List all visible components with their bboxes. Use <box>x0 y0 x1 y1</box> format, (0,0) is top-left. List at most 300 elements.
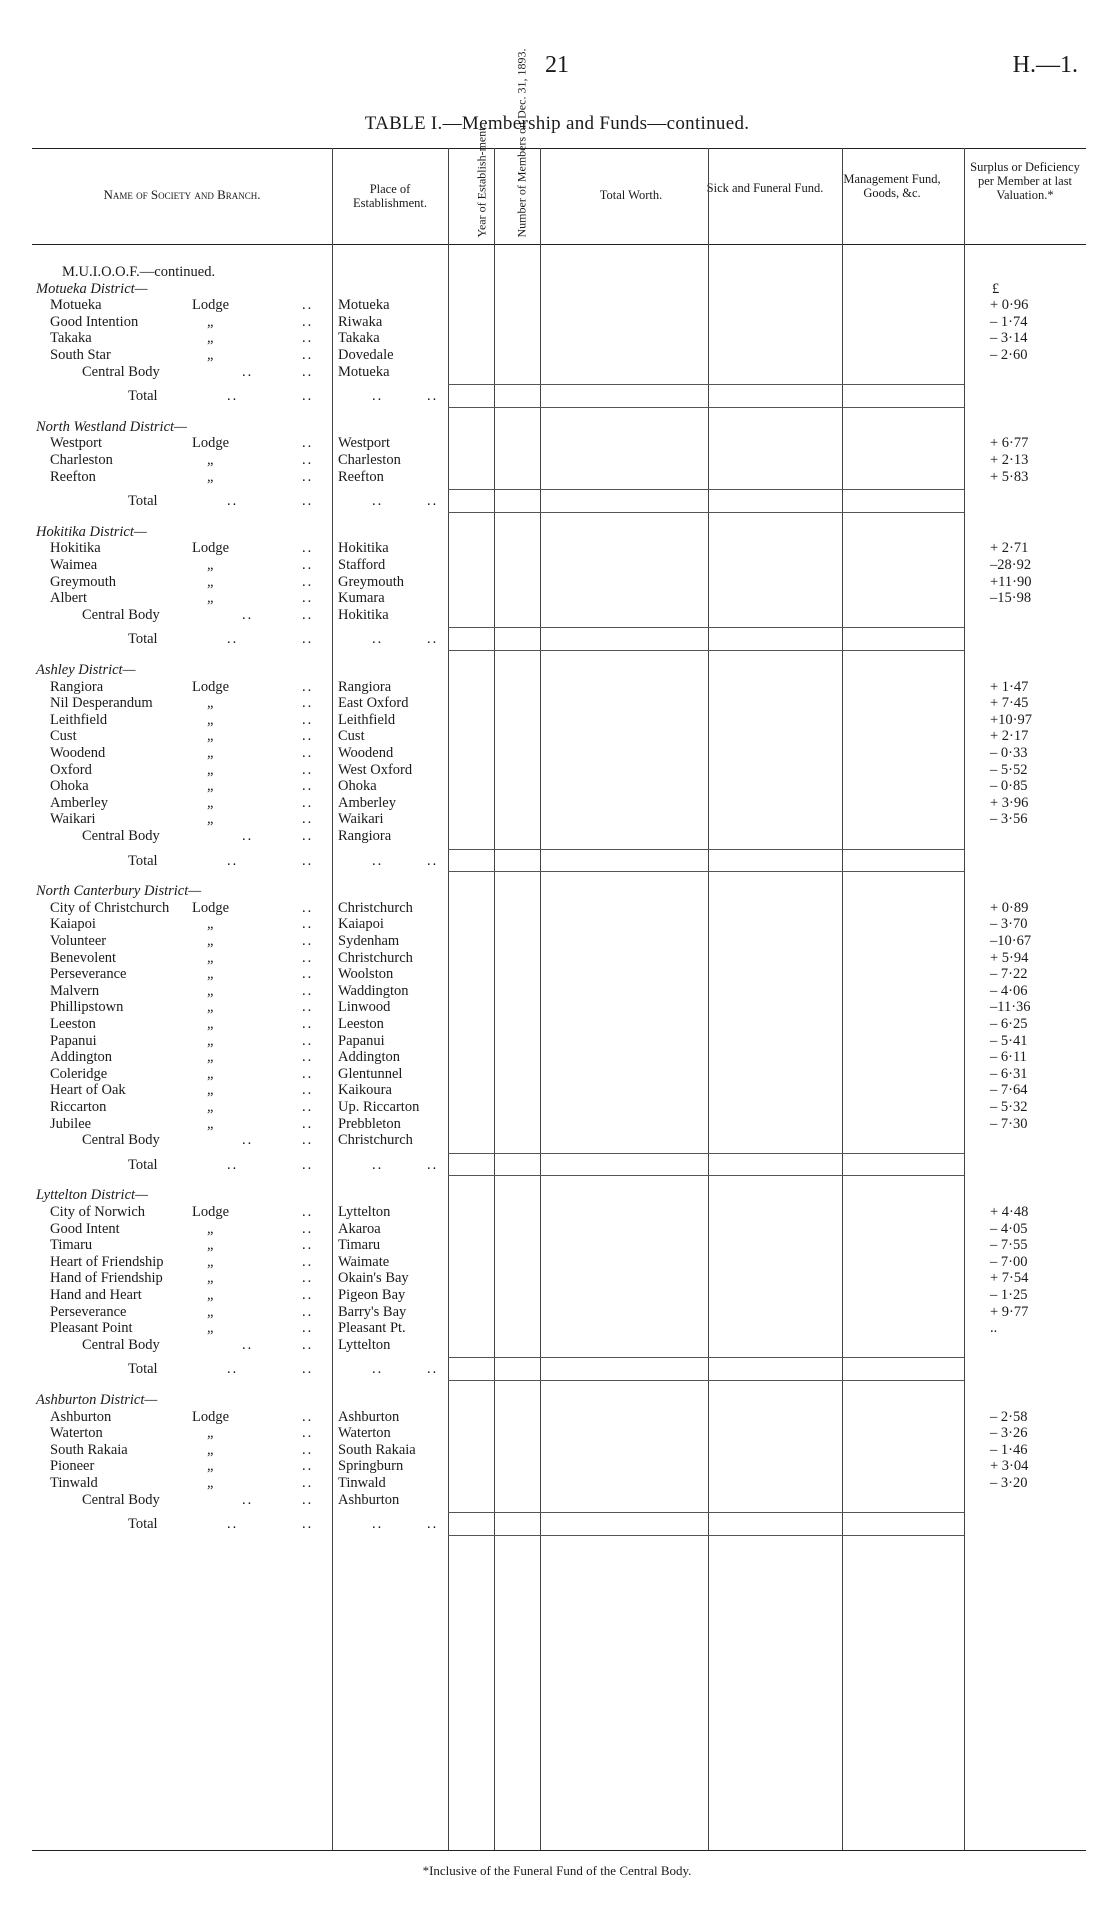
branch-suffix: „ <box>207 1016 214 1032</box>
surplus-deficiency: – 7·30 <box>990 1115 1028 1132</box>
leader-dots: .. <box>302 1408 314 1425</box>
place-of-establishment: Tinwald <box>338 1475 386 1491</box>
branch-name: Papanui <box>50 1032 97 1049</box>
total-rule <box>448 1153 964 1154</box>
branch-suffix: „ <box>207 1253 214 1270</box>
district-name: Ashley District— <box>36 662 136 678</box>
branch-suffix: „ <box>207 1320 214 1337</box>
branch-suffix: „ <box>207 468 214 485</box>
place-of-establishment: Waikari <box>338 811 384 828</box>
branch-name: Takaka <box>50 330 92 347</box>
leader-dots: .. <box>302 1336 314 1353</box>
place-of-establishment: Kumara <box>338 590 385 607</box>
total-rule <box>448 384 964 385</box>
branch-name: South Star <box>50 347 111 363</box>
total-label: Total <box>128 1516 158 1533</box>
surplus-deficiency: – 1·25 <box>990 1287 1028 1303</box>
place-of-establishment: Akaroa <box>338 1220 381 1237</box>
surplus-deficiency: –15·98 <box>990 590 1032 607</box>
branch-suffix: „ <box>207 794 214 811</box>
surplus-deficiency: + 5·94 <box>990 949 1029 966</box>
branch-suffix: Lodge <box>192 297 230 314</box>
leader-dots: .. <box>302 1204 314 1220</box>
place-of-establishment: Woolston <box>338 966 394 983</box>
leader-dots: .. <box>302 828 314 844</box>
place-of-establishment: Christchurch <box>338 899 413 916</box>
place-of-establishment: Papanui <box>338 1032 385 1049</box>
leader-dots: .. <box>302 1303 314 1320</box>
leader-dots: .. <box>227 631 239 648</box>
surplus-deficiency: – 5·32 <box>990 1099 1028 1115</box>
place-of-establishment: Timaru <box>338 1237 381 1254</box>
branch-suffix: „ <box>207 1303 214 1320</box>
leader-dots: .. <box>372 852 384 869</box>
branch-name: Perseverance <box>50 1303 127 1320</box>
surplus-deficiency: – 6·11 <box>990 1049 1027 1066</box>
place-of-establishment: Leeston <box>338 1016 384 1032</box>
branch-name: Malvern <box>50 982 100 999</box>
surplus-deficiency: – 1·46 <box>990 1441 1028 1458</box>
surplus-deficiency: – 7·00 <box>990 1253 1028 1270</box>
leader-dots: .. <box>242 828 254 844</box>
place-of-establishment: Ashburton <box>338 1491 400 1508</box>
leader-dots: .. <box>302 435 314 452</box>
branch-suffix: „ <box>207 745 214 761</box>
surplus-deficiency: –10·67 <box>990 933 1032 949</box>
branch-name: City of Norwich <box>50 1204 146 1220</box>
branch-suffix: „ <box>207 347 214 363</box>
surplus-deficiency: – 3·14 <box>990 330 1028 347</box>
branch-suffix: „ <box>207 313 214 330</box>
place-of-establishment: Waterton <box>338 1425 391 1442</box>
branch-name: Ohoka <box>50 778 89 795</box>
leader-dots: .. <box>227 493 239 510</box>
surplus-deficiency: + 5·83 <box>990 468 1029 485</box>
leader-dots: .. <box>302 297 314 314</box>
leader-dots: .. <box>372 388 384 405</box>
branch-name: Tinwald <box>50 1475 98 1491</box>
leader-dots: .. <box>302 1220 314 1237</box>
surplus-deficiency: – 3·70 <box>990 916 1028 933</box>
place-of-establishment: South Rakaia <box>338 1441 416 1458</box>
branch-suffix: „ <box>207 1425 214 1442</box>
place-of-establishment: Linwood <box>338 999 391 1016</box>
leader-dots: .. <box>302 1475 314 1491</box>
surplus-deficiency: – 1·74 <box>990 313 1028 330</box>
branch-suffix: „ <box>207 728 214 745</box>
surplus-deficiency: + 4·48 <box>990 1204 1029 1220</box>
branch-name: Central Body <box>82 1132 160 1149</box>
total-rule <box>448 512 964 513</box>
branch-name: Good Intention <box>50 313 139 330</box>
surplus-deficiency: + 7·54 <box>990 1270 1029 1287</box>
branch-name: Hand and Heart <box>50 1287 142 1303</box>
leader-dots: .. <box>227 852 239 869</box>
leader-dots: .. <box>302 711 314 728</box>
leader-dots: .. <box>302 745 314 761</box>
branch-name: City of Christchurch <box>50 899 170 916</box>
branch-suffix: „ <box>207 1099 214 1115</box>
leader-dots: .. <box>302 347 314 363</box>
leader-dots: .. <box>302 573 314 590</box>
leader-dots: .. <box>302 899 314 916</box>
surplus-deficiency: – 7·55 <box>990 1237 1028 1254</box>
branch-name: Heart of Oak <box>50 1082 126 1099</box>
leader-dots: .. <box>302 1032 314 1049</box>
branch-suffix: „ <box>207 1220 214 1237</box>
leader-dots: .. <box>302 728 314 745</box>
leader-dots: .. <box>302 678 314 695</box>
place-of-establishment: Christchurch <box>338 1132 413 1149</box>
leader-dots: .. <box>302 852 314 869</box>
place-of-establishment: Hokitika <box>338 540 389 557</box>
branch-name: Waimea <box>50 557 98 573</box>
header-sick-funeral: Sick and Funeral Fund. <box>706 181 824 195</box>
place-of-establishment: Cust <box>338 728 365 745</box>
total-rule <box>448 1535 964 1536</box>
surplus-deficiency: + 3·04 <box>990 1458 1029 1475</box>
total-rule <box>448 1380 964 1381</box>
branch-suffix: „ <box>207 1065 214 1082</box>
leader-dots: .. <box>427 631 439 648</box>
surplus-deficiency: + 2·13 <box>990 452 1029 468</box>
branch-suffix: „ <box>207 330 214 347</box>
leader-dots: .. <box>302 695 314 712</box>
leader-dots: .. <box>227 1361 239 1378</box>
surplus-deficiency: – 2·60 <box>990 347 1028 363</box>
leader-dots: .. <box>302 1049 314 1066</box>
surplus-deficiency: – 7·22 <box>990 966 1028 983</box>
branch-name: Motueka <box>50 297 102 314</box>
leader-dots: .. <box>302 330 314 347</box>
branch-name: Coleridge <box>50 1065 108 1082</box>
leader-dots: .. <box>227 1516 239 1533</box>
branch-suffix: Lodge <box>192 1204 230 1220</box>
place-of-establishment: Riwaka <box>338 313 383 330</box>
leader-dots: .. <box>302 794 314 811</box>
place-of-establishment: Lyttelton <box>338 1336 391 1353</box>
currency-pound: £ <box>992 280 1000 297</box>
branch-suffix: Lodge <box>192 678 230 695</box>
branch-name: Rangiora <box>50 678 104 695</box>
leader-dots: .. <box>302 363 314 380</box>
place-of-establishment: Okain's Bay <box>338 1270 409 1287</box>
district-name: Ashburton District— <box>36 1392 158 1408</box>
place-of-establishment: Waddington <box>338 982 409 999</box>
header-year: Year of Establish-ment. <box>474 124 489 238</box>
surplus-deficiency: – 6·25 <box>990 1016 1028 1032</box>
surplus-deficiency: –28·92 <box>990 557 1032 573</box>
branch-name: Nil Desperandum <box>50 695 153 712</box>
branch-suffix: Lodge <box>192 899 230 916</box>
surplus-deficiency: – 4·06 <box>990 982 1028 999</box>
leader-dots: .. <box>302 1516 314 1533</box>
branch-name: Waterton <box>50 1425 103 1442</box>
leader-dots: .. <box>427 1156 439 1173</box>
surplus-deficiency: + 6·77 <box>990 435 1029 452</box>
leader-dots: .. <box>302 1065 314 1082</box>
leader-dots: .. <box>427 852 439 869</box>
total-label: Total <box>128 631 158 648</box>
total-rule <box>448 871 964 872</box>
place-of-establishment: Lyttelton <box>338 1204 391 1220</box>
surplus-deficiency: .. <box>990 1320 998 1337</box>
leader-dots: .. <box>242 363 254 380</box>
leader-dots: .. <box>302 1441 314 1458</box>
branch-suffix: Lodge <box>192 435 230 452</box>
leader-dots: .. <box>227 388 239 405</box>
leader-dots: .. <box>302 1099 314 1115</box>
branch-name: Heart of Friendship <box>50 1253 164 1270</box>
branch-suffix: „ <box>207 933 214 949</box>
place-of-establishment: Prebbleton <box>338 1115 401 1132</box>
leader-dots: .. <box>302 933 314 949</box>
place-of-establishment: West Oxford <box>338 761 413 778</box>
branch-name: Oxford <box>50 761 92 778</box>
total-label: Total <box>128 493 158 510</box>
surplus-deficiency: + 3·96 <box>990 794 1029 811</box>
leader-dots: .. <box>302 778 314 795</box>
surplus-deficiency: + 0·96 <box>990 297 1029 314</box>
leader-dots: .. <box>372 1516 384 1533</box>
branch-name: Riccarton <box>50 1099 107 1115</box>
surplus-deficiency: + 2·17 <box>990 728 1029 745</box>
leader-dots: .. <box>302 1320 314 1337</box>
place-of-establishment: Amberley <box>338 794 396 811</box>
leader-dots: .. <box>302 1458 314 1475</box>
total-rule <box>448 849 964 850</box>
leader-dots: .. <box>302 1115 314 1132</box>
leader-dots: .. <box>302 811 314 828</box>
branch-name: Leithfield <box>50 711 108 728</box>
branch-suffix: Lodge <box>192 540 230 557</box>
place-of-establishment: Charleston <box>338 452 401 468</box>
branch-name: Reefton <box>50 468 96 485</box>
leader-dots: .. <box>427 493 439 510</box>
place-of-establishment: Barry's Bay <box>338 1303 407 1320</box>
branch-suffix: „ <box>207 811 214 828</box>
surplus-deficiency: + 1·47 <box>990 678 1029 695</box>
branch-suffix: „ <box>207 452 214 468</box>
surplus-deficiency: – 2·58 <box>990 1408 1028 1425</box>
leader-dots: .. <box>302 1016 314 1032</box>
district-name: Hokitika District— <box>36 523 147 540</box>
place-of-establishment: Waimate <box>338 1253 390 1270</box>
branch-name: Benevolent <box>50 949 117 966</box>
total-rule <box>448 489 964 490</box>
branch-suffix: „ <box>207 1270 214 1287</box>
leader-dots: .. <box>302 606 314 623</box>
branch-name: Westport <box>50 435 102 452</box>
branch-suffix: „ <box>207 778 214 795</box>
branch-suffix: „ <box>207 1287 214 1303</box>
leader-dots: .. <box>242 1336 254 1353</box>
branch-suffix: „ <box>207 1049 214 1066</box>
surplus-deficiency: +10·97 <box>990 711 1033 728</box>
society-title-text: M.U.I.O.O.F.—continued. <box>62 264 216 280</box>
branch-name: Charleston <box>50 452 113 468</box>
branch-suffix: „ <box>207 999 214 1016</box>
branch-name: Greymouth <box>50 573 117 590</box>
branch-suffix: „ <box>207 1115 214 1132</box>
district-name: North Westland District— <box>36 418 187 435</box>
branch-name: Pioneer <box>50 1458 95 1475</box>
surplus-deficiency: – 3·26 <box>990 1425 1028 1442</box>
total-rule <box>448 1175 964 1176</box>
branch-name: Waikari <box>50 811 96 828</box>
branch-suffix: „ <box>207 916 214 933</box>
leader-dots: .. <box>302 1270 314 1287</box>
leader-dots: .. <box>302 631 314 648</box>
leader-dots: .. <box>427 1361 439 1378</box>
branch-suffix: „ <box>207 1032 214 1049</box>
branch-name: Leeston <box>50 1016 96 1032</box>
leader-dots: .. <box>302 540 314 557</box>
leader-dots: .. <box>302 966 314 983</box>
leader-dots: .. <box>302 916 314 933</box>
leader-dots: .. <box>372 631 384 648</box>
header-name: Name of Society and Branch. <box>103 187 261 202</box>
branch-name: Perseverance <box>50 966 127 983</box>
place-of-establishment: Rangiora <box>338 828 392 844</box>
branch-name: Phillipstown <box>50 999 124 1016</box>
district-name: Lyttelton District— <box>36 1187 148 1204</box>
header-place: Place of Establishment. <box>353 182 427 210</box>
leader-dots: .. <box>302 1237 314 1254</box>
leader-dots: .. <box>302 452 314 468</box>
place-of-establishment: Reefton <box>338 468 384 485</box>
branch-suffix: „ <box>207 1458 214 1475</box>
total-rule <box>448 1512 964 1513</box>
surplus-deficiency: + 0·89 <box>990 899 1029 916</box>
leader-dots: .. <box>427 1516 439 1533</box>
page-number: 21 <box>545 52 569 78</box>
branch-name: Good Intent <box>50 1220 120 1237</box>
leader-dots: .. <box>302 1082 314 1099</box>
branch-name: Central Body <box>82 828 160 844</box>
branch-suffix: „ <box>207 573 214 590</box>
branch-name: Ashburton <box>50 1408 112 1425</box>
branch-name: Central Body <box>82 1491 160 1508</box>
branch-name: Central Body <box>82 1336 160 1353</box>
branch-name: Hand of Friendship <box>50 1270 163 1287</box>
place-of-establishment: Hokitika <box>338 606 389 623</box>
branch-name: Addington <box>50 1049 113 1066</box>
total-rule <box>448 627 964 628</box>
place-of-establishment: Glentunnel <box>338 1065 403 1082</box>
leader-dots: .. <box>242 606 254 623</box>
leader-dots: .. <box>302 1156 314 1173</box>
leader-dots: .. <box>302 1361 314 1378</box>
place-of-establishment: Kaiapoi <box>338 916 384 933</box>
total-rule <box>448 407 964 408</box>
place-of-establishment: Kaikoura <box>338 1082 392 1099</box>
branch-name: Kaiapoi <box>50 916 96 933</box>
branch-name: Amberley <box>50 794 108 811</box>
branch-name: Pleasant Point <box>50 1320 133 1337</box>
leader-dots: .. <box>242 1132 254 1149</box>
place-of-establishment: Pigeon Bay <box>338 1287 406 1303</box>
branch-name: Albert <box>50 590 88 607</box>
leader-dots: .. <box>302 493 314 510</box>
branch-name: Central Body <box>82 606 160 623</box>
surplus-deficiency: – 5·41 <box>990 1032 1028 1049</box>
leader-dots: .. <box>302 949 314 966</box>
branch-name: South Rakaia <box>50 1441 128 1458</box>
place-of-establishment: Pleasant Pt. <box>338 1320 406 1337</box>
branch-suffix: „ <box>207 1441 214 1458</box>
branch-suffix: „ <box>207 1475 214 1491</box>
branch-name: Cust <box>50 728 77 745</box>
leader-dots: .. <box>302 388 314 405</box>
total-rule <box>448 650 964 651</box>
leader-dots: .. <box>302 1491 314 1508</box>
total-label: Total <box>128 388 158 405</box>
branch-suffix: „ <box>207 1237 214 1254</box>
branch-suffix: „ <box>207 1082 214 1099</box>
leader-dots: .. <box>302 1425 314 1442</box>
surplus-deficiency: – 3·20 <box>990 1475 1028 1491</box>
leader-dots: .. <box>302 590 314 607</box>
place-of-establishment: Woodend <box>338 745 394 761</box>
place-of-establishment: Dovedale <box>338 347 394 363</box>
header-surplus: Surplus or Deficiency per Member at last Valuation.* <box>970 160 1080 202</box>
place-of-establishment: Leithfield <box>338 711 396 728</box>
place-of-establishment: Ashburton <box>338 1408 400 1425</box>
place-of-establishment: Rangiora <box>338 678 392 695</box>
branch-suffix: „ <box>207 982 214 999</box>
surplus-deficiency: + 9·77 <box>990 1303 1029 1320</box>
leader-dots: .. <box>372 1361 384 1378</box>
total-rule <box>448 1357 964 1358</box>
branch-name: Woodend <box>50 745 106 761</box>
place-of-establishment: Greymouth <box>338 573 405 590</box>
branch-suffix: „ <box>207 557 214 573</box>
place-of-establishment: Sydenham <box>338 933 400 949</box>
surplus-deficiency: – 0·33 <box>990 745 1028 761</box>
leader-dots: .. <box>302 1287 314 1303</box>
branch-name: Central Body <box>82 363 160 380</box>
leader-dots: .. <box>302 999 314 1016</box>
branch-suffix: Lodge <box>192 1408 230 1425</box>
total-label: Total <box>128 1361 158 1378</box>
leader-dots: .. <box>302 557 314 573</box>
leader-dots: .. <box>302 761 314 778</box>
place-of-establishment: Stafford <box>338 557 386 573</box>
table-title: TABLE I.—Membership and Funds—continued. <box>364 113 750 134</box>
page-code: H.—1. <box>1012 52 1078 78</box>
place-of-establishment: Christchurch <box>338 949 413 966</box>
leader-dots: .. <box>302 468 314 485</box>
district-name: North Canterbury District— <box>36 883 202 900</box>
leader-dots: .. <box>227 1156 239 1173</box>
surplus-deficiency: – 5·52 <box>990 761 1028 778</box>
place-of-establishment: East Oxford <box>338 695 409 712</box>
branch-name: Jubilee <box>50 1115 92 1132</box>
leader-dots: .. <box>372 493 384 510</box>
table-bottom-rule <box>32 1850 1086 1851</box>
branch-suffix: „ <box>207 761 214 778</box>
place-of-establishment: Up. Riccarton <box>338 1099 420 1115</box>
district-name: Motueka District— <box>36 280 148 297</box>
surplus-deficiency: – 7·64 <box>990 1082 1028 1099</box>
place-of-establishment: Ohoka <box>338 778 377 795</box>
branch-name: Hokitika <box>50 540 101 557</box>
surplus-deficiency: – 4·05 <box>990 1220 1028 1237</box>
branch-name: Volunteer <box>50 933 107 949</box>
leader-dots: .. <box>372 1156 384 1173</box>
surplus-deficiency: + 7·45 <box>990 695 1029 712</box>
